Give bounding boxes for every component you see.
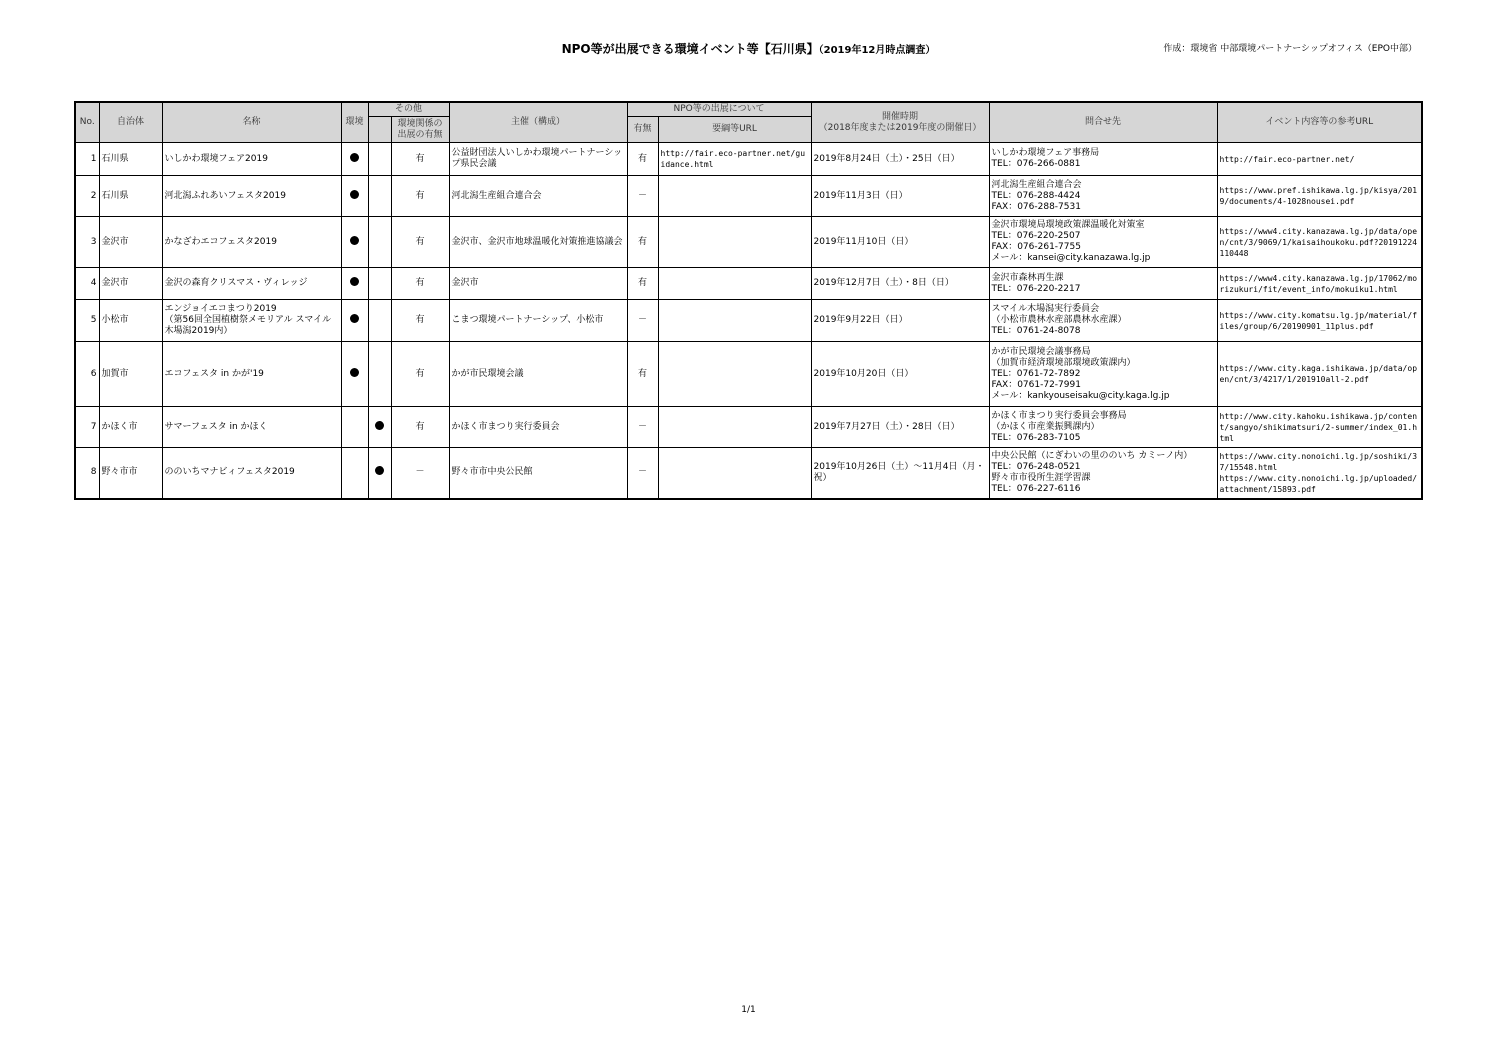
cell-npo-url [658, 448, 811, 499]
cell-ref-url[interactable] [1217, 217, 1422, 268]
cell-date: 2019年10月20日（日） [811, 342, 989, 407]
table-row [75, 300, 1422, 342]
events-table [74, 101, 1423, 500]
url-link[interactable]: https://www4.city.kanazawa.lg.jp/data/open/cnt/3/9069/1/kaisaihoukoku.pdf?20191224110448 [1219, 226, 1418, 258]
cell-exhibit: 有 [391, 176, 449, 217]
cell-env [341, 176, 368, 217]
url-link[interactable]: https://www.city.kaga.ishikawa.jp/data/open/cnt/3/4217/1/201910all-2.pdf [1219, 364, 1418, 384]
cell-date: 2019年9月22日（日） [811, 300, 989, 342]
cell-date: 2019年12月7日（土）・8日（日） [811, 268, 989, 300]
cell-date: 2019年10月26日（土）～11月4日（月・祝） [811, 448, 989, 499]
cell-npo: － [627, 407, 658, 448]
title-main: NPO等が出展できる環境イベント等【石川県】 [561, 42, 819, 56]
cell-ref-url[interactable] [1217, 342, 1422, 407]
cell-contact: スマイル木場潟実行委員会 （小松市農林水産部農林水産課） TEL：0761-24-8078 [989, 300, 1217, 342]
cell-organizer: 金沢市、金沢市地球温暖化対策推進協議会 [449, 217, 627, 268]
cell-env [341, 407, 368, 448]
cell-name: ののいちマナビィフェスタ2019 [162, 448, 341, 499]
cell-municipality: 小松市 [99, 300, 162, 342]
cell-npo: － [627, 176, 658, 217]
cell-organizer: 河北潟生産組合連合会 [449, 176, 627, 217]
header-period [811, 102, 989, 143]
cell-other [368, 268, 391, 300]
cell-env [341, 448, 368, 499]
cell-ref-url[interactable] [1217, 300, 1422, 342]
cell-ref-url[interactable] [1217, 143, 1422, 176]
cell-ref-url[interactable] [1217, 268, 1422, 300]
cell-env [341, 342, 368, 407]
table-row [75, 143, 1422, 176]
cell-contact: 河北潟生産組合連合会 TEL：076-288-4424 FAX：076-288-7531 [989, 176, 1217, 217]
cell-npo-url [658, 217, 811, 268]
bullet-icon [350, 190, 359, 199]
cell-env [341, 268, 368, 300]
header-name: 名称 [162, 102, 341, 143]
cell-no: 8 [75, 448, 99, 499]
cell-exhibit: 有 [391, 342, 449, 407]
cell-exhibit: － [391, 448, 449, 499]
header-no: No. [75, 102, 99, 143]
cell-other [368, 342, 391, 407]
page-number: 1/1 [741, 1005, 756, 1015]
header-env: 環境 [341, 102, 368, 143]
cell-no: 3 [75, 217, 99, 268]
header-other: その他 [368, 102, 449, 117]
header-other-sub: 環境関係の出展の有無 [391, 117, 449, 143]
cell-no: 7 [75, 407, 99, 448]
cell-municipality: かほく市 [99, 407, 162, 448]
url-link[interactable]: http://fair.eco-partner.net/guidance.html [660, 149, 806, 169]
cell-name: かなざわエコフェスタ2019 [162, 217, 341, 268]
title-sub: （2019年12月時点調査） [818, 45, 936, 56]
cell-contact: かほく市まつり実行委員会事務局 （かほく市産業振興課内） TEL：076-283-7105 [989, 407, 1217, 448]
cell-exhibit: 有 [391, 300, 449, 342]
table-row [75, 217, 1422, 268]
cell-other [368, 300, 391, 342]
cell-npo-url [658, 342, 811, 407]
url-link[interactable]: https://www.city.komatsu.lg.jp/material/files/group/6/20190901_11plus.pdf [1219, 310, 1418, 331]
cell-no: 5 [75, 300, 99, 342]
table-row [75, 268, 1422, 300]
cell-contact: いしかわ環境フェア事務局 TEL：076-266-0881 [989, 143, 1217, 176]
url-link[interactable]: https://www.city.nonoichi.lg.jp/soshiki/37/15548.html https://www.city.nonoichi.lg.jp/uploaded/attachment/15893.pdf [1219, 451, 1418, 494]
cell-name: エンジョイエコまつり2019 （第56回全国植樹祭メモリアル スマイル木場潟2019内） [162, 300, 341, 342]
cell-other [368, 143, 391, 176]
cell-date: 2019年8月24日（土）・25日（日） [811, 143, 989, 176]
cell-name: 河北潟ふれあいフェスタ2019 [162, 176, 341, 217]
url-link[interactable]: http://fair.eco-partner.net/ [1219, 154, 1355, 164]
table-row [75, 176, 1422, 217]
cell-contact: 中央公民館（にぎわいの里ののいち カミーノ内） TEL：076-248-0521 野々市市役所生涯学習課 TEL：076-227-6116 [989, 448, 1217, 499]
cell-contact: かが市民環境会議事務局 （加賀市経済環境部環境政策課内） TEL：0761-72-7892 FAX：0761-72-7991 メール：kankyouseisaku@city.kaga.lg.jp [989, 342, 1217, 407]
header-organizer: 主催（構成） [449, 102, 627, 143]
cell-other [368, 407, 391, 448]
cell-name: エコフェスタ in かが'19 [162, 342, 341, 407]
cell-organizer: 野々市市中央公民館 [449, 448, 627, 499]
cell-npo-url [658, 407, 811, 448]
cell-env [341, 143, 368, 176]
cell-npo: － [627, 448, 658, 499]
table-row [75, 448, 1422, 499]
cell-municipality: 野々市市 [99, 448, 162, 499]
cell-no: 6 [75, 342, 99, 407]
table-row [75, 407, 1422, 448]
cell-name: いしかわ環境フェア2019 [162, 143, 341, 176]
header-municipality: 自治体 [99, 102, 162, 143]
url-link[interactable]: https://www.pref.ishikawa.lg.jp/kisya/2019/documents/4-1028nousei.pdf [1219, 186, 1418, 206]
cell-name: サマーフェスタ in かほく [162, 407, 341, 448]
cell-env [341, 217, 368, 268]
header-period-sub: （2018年度または2019年度の開催日） [818, 122, 982, 133]
cell-npo-url [658, 176, 811, 217]
cell-exhibit: 有 [391, 217, 449, 268]
cell-organizer: こまつ環境パートナーシップ、小松市 [449, 300, 627, 342]
cell-npo-url[interactable] [658, 143, 811, 176]
header-ref-url: イベント内容等の参考URL [1217, 102, 1422, 143]
cell-npo-url [658, 268, 811, 300]
cell-ref-url[interactable] [1217, 448, 1422, 499]
header-period-label: 開催時期 [882, 111, 919, 122]
cell-npo: － [627, 300, 658, 342]
bullet-icon [375, 466, 384, 475]
header-other-blank [368, 117, 391, 143]
cell-organizer: 公益財団法人いしかわ環境パートナーシップ県民会議 [449, 143, 627, 176]
cell-ref-url[interactable] [1217, 176, 1422, 217]
cell-contact: 金沢市環境局環境政策課温暖化対策室 TEL：076-220-2507 FAX：076-261-7755 メール：kansei@city.kanazawa.lg.jp [989, 217, 1217, 268]
cell-organizer: かほく市まつり実行委員会 [449, 407, 627, 448]
bullet-icon [350, 314, 359, 323]
cell-municipality: 石川県 [99, 143, 162, 176]
header-npo-url: 要綱等URL [658, 117, 811, 143]
bullet-icon [350, 368, 359, 377]
cell-name: 金沢の森育クリスマス・ヴィレッジ [162, 268, 341, 300]
cell-date: 2019年7月27日（土）・28日（日） [811, 407, 989, 448]
header-contact: 問合せ先 [989, 102, 1217, 143]
cell-other [368, 448, 391, 499]
cell-exhibit: 有 [391, 268, 449, 300]
cell-npo: 有 [627, 342, 658, 407]
cell-municipality: 石川県 [99, 176, 162, 217]
cell-npo: 有 [627, 217, 658, 268]
bullet-icon [375, 421, 384, 430]
table-body [75, 143, 1422, 499]
bullet-icon [350, 153, 359, 162]
bullet-icon [350, 277, 359, 286]
author-note: 作成：環境省 中部環境パートナーシップオフィス（EPO中部） [1163, 44, 1417, 54]
cell-npo: 有 [627, 268, 658, 300]
cell-date: 2019年11月3日（日） [811, 176, 989, 217]
header-npo-yesno: 有無 [627, 117, 658, 143]
cell-municipality: 金沢市 [99, 217, 162, 268]
cell-contact: 金沢市森林再生課 TEL：076-220-2217 [989, 268, 1217, 300]
header-npo: NPO等の出展について [627, 102, 811, 117]
cell-municipality: 加賀市 [99, 342, 162, 407]
cell-ref-url[interactable] [1217, 407, 1422, 448]
bullet-icon [350, 236, 359, 245]
cell-no: 2 [75, 176, 99, 217]
table-row [75, 342, 1422, 407]
cell-npo: 有 [627, 143, 658, 176]
url-link[interactable]: http://www.city.kahoku.ishikawa.jp/content/sangyo/shikimatsuri/2-summer/index_01.html [1219, 411, 1418, 443]
cell-npo-url [658, 300, 811, 342]
cell-date: 2019年11月10日（日） [811, 217, 989, 268]
url-link[interactable]: https://www4.city.kanazawa.lg.jp/17062/morizukuri/fit/event_info/mokuiku1.html [1219, 273, 1418, 294]
cell-municipality: 金沢市 [99, 268, 162, 300]
cell-exhibit: 有 [391, 143, 449, 176]
cell-organizer: 金沢市 [449, 268, 627, 300]
cell-other [368, 217, 391, 268]
cell-no: 4 [75, 268, 99, 300]
cell-exhibit: 有 [391, 407, 449, 448]
cell-other [368, 176, 391, 217]
cell-env [341, 300, 368, 342]
cell-organizer: かが市民環境会議 [449, 342, 627, 407]
cell-no: 1 [75, 143, 99, 176]
